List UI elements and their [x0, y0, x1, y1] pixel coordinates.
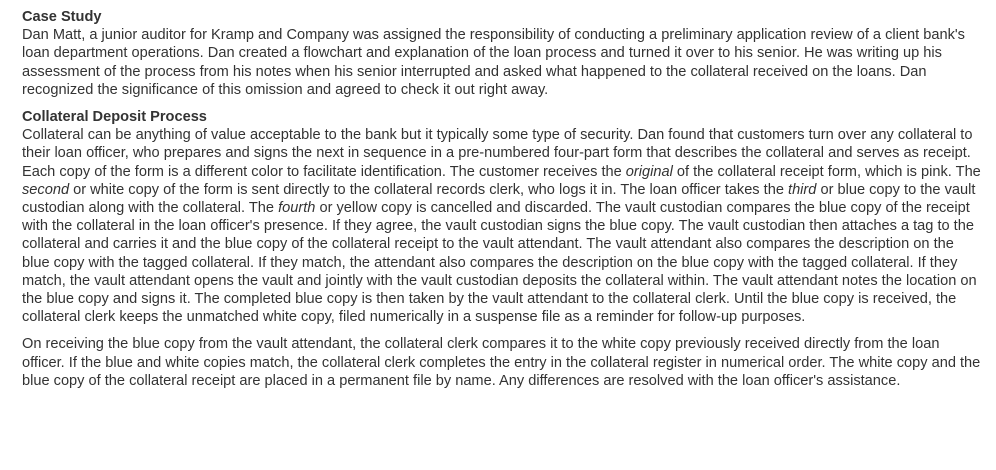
case-study-heading: Case Study — [22, 9, 102, 25]
case-study-section — [22, 8, 984, 99]
emphasis-second: second — [22, 181, 70, 198]
case-study-body: Dan Matt, a junior auditor for Kramp and Company was assigned the responsibility of conducting a preliminary application review of a client bank's loan department operations. Dan created a flowchart and explanation of the loan process and turned it over to his senior. He was writing up his assessment of the process from his notes when his senior interrupted and asked what happened to the collateral received on the loans. Dan recognized the significance of this omission and agreed to check it out right away. — [22, 27, 965, 98]
collateral-deposit-section — [22, 108, 984, 390]
text-run: of the collateral receipt form, which is pink. The — [672, 163, 981, 180]
text-run: or white copy of the form is sent directly to the collateral records clerk, who logs it in. The loan officer takes the — [69, 181, 789, 198]
collateral-deposit-paragraph-1 — [22, 126, 984, 326]
collateral-deposit-heading: Collateral Deposit Process — [22, 109, 207, 126]
emphasis-fourth: fourth — [278, 200, 316, 217]
text-run: or yellow copy is cancelled and discarded. The vault custodian compares the blue copy of the receipt with the collateral in the loan officer's presence. If they agree, the vault custodian signs the blue copy. The vault custodian then attaches a tag to the collateral and carries it and the blue copy of the collateral receipt to the vault attendant. The vault attendant also compares the description on the blue copy with the tagged collateral. If they match, the attendant also compares the description on the blue copy with the tagged collateral. If they match, the vault attendant opens the vault and jointly with the vault custodian deposits the collateral within. The vault attendant notes the location on the blue copy and signs it. The completed blue copy is then taken by the vault attendant to the collateral clerk. Until the blue copy is received, the collateral clerk keeps the unmatched white copy, filed numerically in a suspense file as a reminder for follow-up purposes. — [22, 200, 977, 326]
collateral-deposit-paragraph-2: On receiving the blue copy from the vault attendant, the collateral clerk compares it to the white copy previously received directly from the loan officer. If the blue and white copies match, the collateral clerk completes the entry in the collateral register in numerical order. The white copy and the blue copy of the collateral receipt are placed in a permanent file by name. Any differences are resolved with the loan officer's assistance. — [22, 336, 981, 389]
emphasis-original: original — [625, 163, 673, 180]
emphasis-third: third — [788, 181, 817, 198]
text-run: Collateral can be anything of value acceptable to the bank but it typically some type of security. Dan found that customers turn over any collateral to their loan officer, who prepares and signs the next in sequence in a pre-numbered four-part form that describes the collateral and serves as receipt. Each copy of the form is a different color to facilitate identification. The customer receives the — [22, 127, 973, 180]
text-run: or blue copy to the vault custodian along with the collateral. The — [22, 181, 976, 217]
